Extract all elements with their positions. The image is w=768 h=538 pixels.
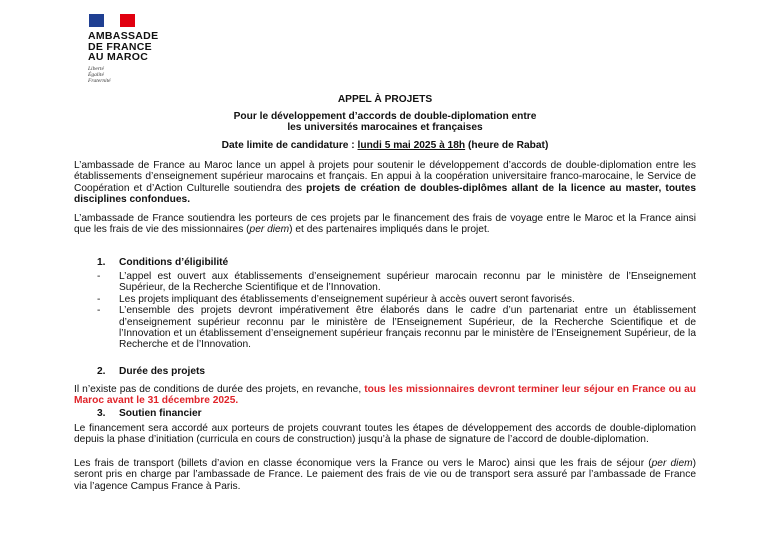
motto-fraternite: Fraternité: [88, 77, 111, 84]
list-item-text: Les projets impliquant des établissements d’enseignement supérieur à accès ouvert seront favorisés.: [119, 293, 575, 305]
funding-p2-a: Les frais de transport (billets d’avion en classe économique vers la France ou vers le Maroc) ainsi que les frais de séjour (: [74, 458, 652, 469]
section-heading-duration: [97, 366, 205, 377]
section-number: 2.: [97, 366, 106, 377]
funding-p2-b: ) seront pris en charge par l’ambassade de France. Le paiement des frais de vie ou de transport sera assuré par l’ambassade de France via l’agence Campus France à Paris.: [74, 458, 696, 492]
french-flag-icon: [89, 14, 135, 27]
section-number: 1.: [97, 257, 106, 268]
section-number: 3.: [97, 408, 106, 419]
list-item: [97, 294, 696, 305]
duration-paragraph: [74, 384, 696, 407]
section-title: Soutien financier: [119, 408, 202, 419]
list-item: [97, 271, 696, 294]
document-subtitle: [74, 111, 696, 134]
funding-p2-italic: per diem: [651, 458, 693, 469]
list-item-text: L’appel est ouvert aux établissements d’enseignement supérieur marocain reconnu par le ministère de l’Enseignement Supérieur, de la Recherche Scientifique et de l’Innovation.: [119, 271, 696, 294]
intro-p2-italic: per diem: [249, 224, 290, 236]
intro-p2-a: L’ambassade de France soutiendra les porteurs de ces projets par le financement des frais de voyage entre le Maroc et la France ainsi que les frais de vie des missionnaires (: [74, 213, 696, 236]
logo-line-2: DE FRANCE: [88, 40, 152, 53]
republic-motto: [88, 66, 208, 84]
intro-paragraph-1: [74, 160, 696, 206]
subtitle-line-1: Pour le développement d’accords de double-diplomation entre: [233, 111, 537, 122]
intro-paragraph-2: [74, 213, 696, 236]
intro-p1-bold: projets de création de doubles-diplômes allant de la licence au master, toutes disciplines confondues.: [74, 182, 696, 206]
motto-liberte: Liberté: [88, 65, 104, 72]
deadline-date: lundi 5 mai 2025 à 18h: [357, 140, 466, 151]
duration-highlight: tous les missionnaires devront terminer leur séjour en France ou au Maroc avant le 31 décembre 2025: [74, 384, 696, 407]
deadline: [74, 140, 696, 151]
intro-p2-b: ) et des partenaires impliqués dans le projet.: [289, 224, 490, 236]
motto-egalite: Égalité: [88, 71, 104, 78]
logo-line-1: AMBASSADE: [88, 30, 159, 42]
document-title: APPEL À PROJETS: [337, 94, 433, 105]
section-heading-eligibility: [97, 257, 228, 268]
logo-line-3: AU MAROC: [88, 51, 149, 63]
duration-text: Il n’existe pas de conditions de durée des projets, en revanche,: [74, 384, 365, 395]
deadline-prefix: Date limite de candidature :: [221, 140, 358, 151]
embassy-logo: [88, 14, 208, 84]
bullet-dash: -: [97, 293, 101, 305]
bullet-dash: -: [97, 305, 101, 317]
deadline-suffix: (heure de Rabat): [465, 140, 549, 151]
intro-p1-text: L’ambassade de France au Maroc lance un appel à projets pour soutenir le développement d’accords de double-diplomation entre les établissements d’enseignement supérieur marocains et français. En appui à la coopération universitaire franco-marocaine, le Service de Coopération et d’Action Culturelle soutiendra des: [74, 160, 696, 194]
funding-paragraph-1: Le financement sera accordé aux porteurs de projets couvrant toutes les étapes de développement des accords de double-diplomation depuis la phase d’initiation (curricula en cours de construction) jusqu’à la phase de signature de l’accord de double-diplomation.: [74, 423, 696, 446]
bullet-dash: -: [97, 271, 101, 282]
funding-paragraph-2: [74, 458, 696, 492]
section-heading-funding: [97, 408, 202, 419]
logo-wordmark: [88, 31, 208, 63]
eligibility-list: [97, 271, 696, 351]
subtitle-line-2: les universités marocaines et françaises: [287, 122, 483, 134]
section-title: Durée des projets: [119, 366, 206, 377]
section-title: Conditions d’éligibilité: [119, 257, 229, 268]
list-item-text: L’ensemble des projets devront impérativement être élaborés dans le cadre d’un partenariat entre un établissement d’enseignement supérieur reconnu par le ministère de l’Enseignement Supérieur, de la Recherche Scientifique et de l’Innovation et un établissement d’enseignement supérieur français reconnu par le ministère de l’Enseignement Supérieur, de la Recherche et de l’Innovation.: [119, 305, 696, 351]
duration-end: .: [235, 395, 239, 407]
list-item: [97, 305, 696, 351]
